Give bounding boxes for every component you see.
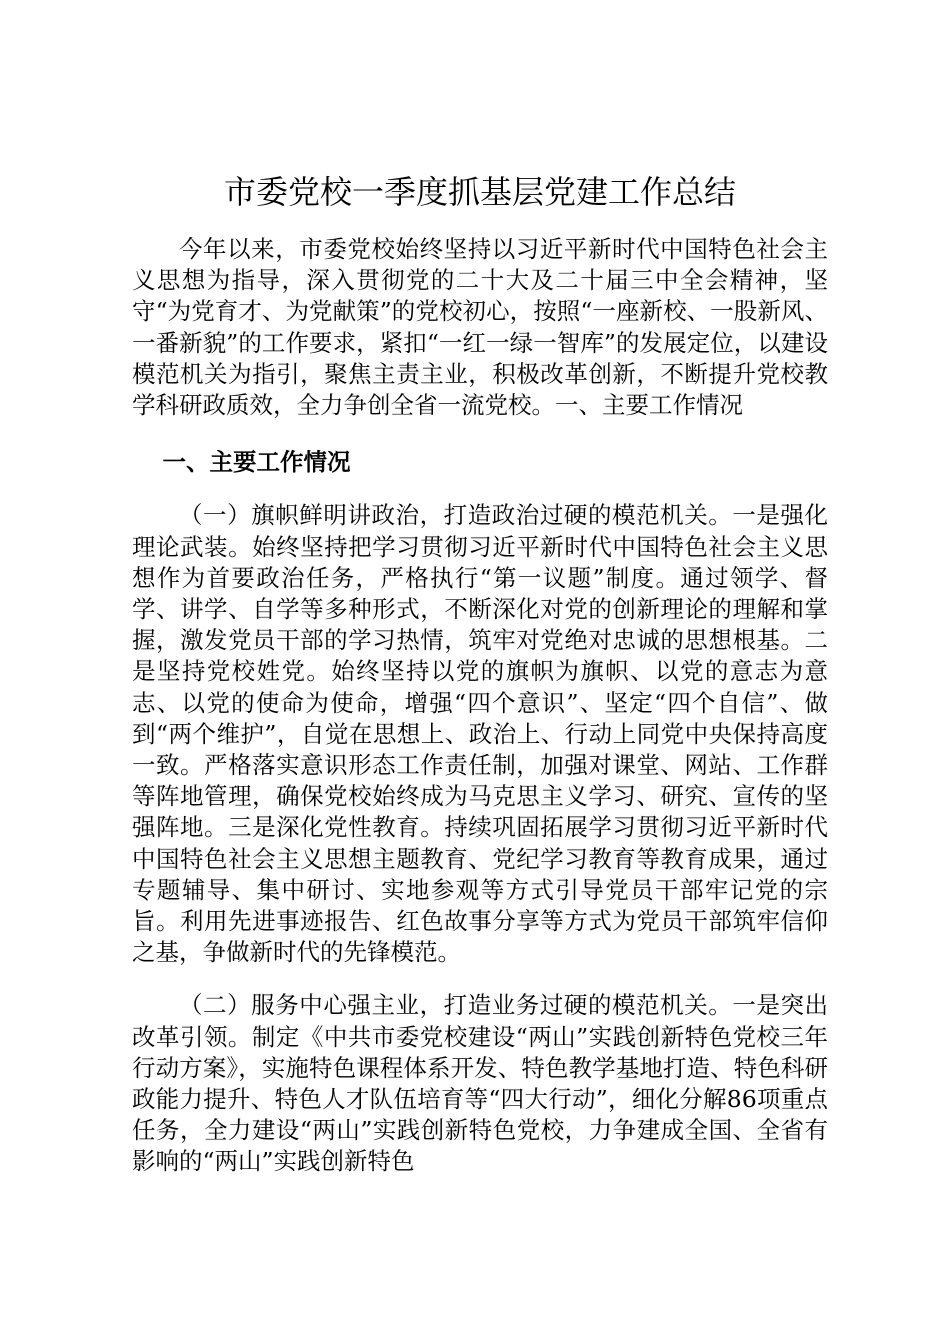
intro-paragraph: 今年以来，市委党校始终坚持以习近平新时代中国特色社会主义思想为指导，深入贯彻党的二十大及二十届三中全会精神，坚守“为党育才、为党献策”的党校初心，按照“一座新校、一股新风、一番新貌”的工作要求，紧扣“一红一绿一智库”的发展定位，以建设模范机关为指引，聚焦主责主业，积极改革创新，不断提升党校教学科研政质效，全力争创全省一流党校。一、主要工作情况 xyxy=(132,235,828,420)
subsection-paragraph-political: （一）旗帜鲜明讲政治，打造政治过硬的模范机关。一是强化理论武装。始终坚持把学习贯彻习近平新时代中国特色社会主义思想作为首要政治任务，严格执行“第一议题”制度。通过领学、督学、讲学、自学等多种形式，不断深化对党的创新理论的理解和掌握，激发党员干部的学习热情，筑牢对党绝对忠诚的思想根基。二是坚持党校姓党。始终坚持以党的旗帜为旗帜、以党的意志为意志、以党的使命为使命，增强“四个意识”、坚定“四个自信”、做到“两个维护”，自觉在思想上、政治上、行动上同党中央保持高度一致。严格落实意识形态工作责任制，加强对课堂、网站、工作群等阵地管理，确保党校始终成为马克思主义学习、研究、宣传的坚强阵地。三是深化党性教育。持续巩固拓展学习贯彻习近平新时代中国特色社会主义思想主题教育、党纪学习教育等教育成果，通过专题辅导、集中研讨、实地参观等方式引导党员干部牢记党的宗旨。利用先进事迹报告、红色故事分享等方式为党员干部筑牢信仰之基，争做新时代的先锋模范。 xyxy=(132,501,828,967)
document-page xyxy=(132,170,828,1178)
document-title: 市委党校一季度抓基层党建工作总结 xyxy=(223,173,736,211)
section-heading-main-work: 一、主要工作情况 xyxy=(162,448,351,477)
subsection-paragraph-business: （二）服务中心强主业，打造业务过硬的模范机关。一是突出改革引领。制定《中共市委党校建设“两山”实践创新特色党校三年行动方案》，实施特色课程体系开发、特色教学基地打造、特色科研政能力提升、特色人才队伍培育等“四大行动”，细化分解86项重点任务，全力建设“两山”实践创新特色党校，力争建成全国、全省有影响的“两山”实践创新特色 xyxy=(132,991,828,1176)
